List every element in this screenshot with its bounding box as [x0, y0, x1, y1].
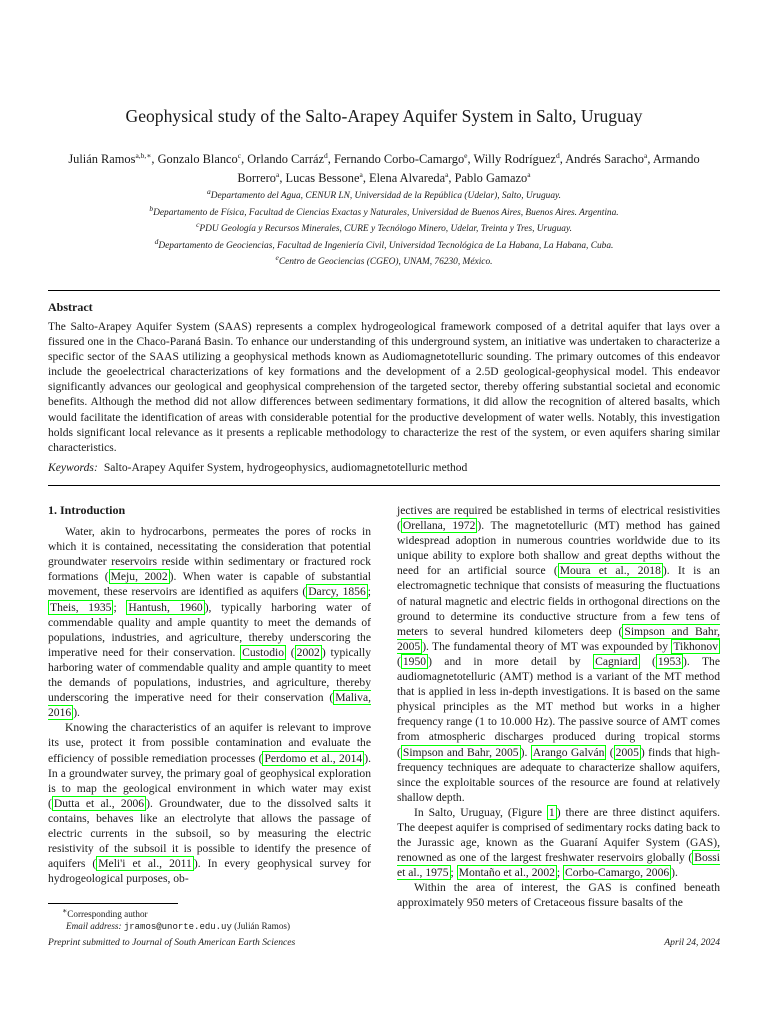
right-column	[397, 503, 720, 911]
citation-link[interactable]: 2005	[615, 745, 639, 759]
citation-link[interactable]: Corbo-Camargo, 2006	[565, 866, 670, 880]
citation-link[interactable]: Hantush, 1960	[128, 600, 203, 614]
affiliations	[48, 186, 720, 269]
citation-link[interactable]: 1	[548, 805, 555, 819]
abstract-text: The Salto-Arapey Aquifer System (SAAS) represents a complex hydrogeological framework composed of a detrital aquifer that lays over a fissured one in the Chaco-Paraná Basin. To enhance our understanding of this underground system, an initiative was undertaken to characterize a specific sector of the SAAS utilizing a geophysical methods known as Audiomagnetotelluric sounding. The primary outcomes of this endeavor include the geoelectrical characterizations of key formations and the development of a 2.5D geological-geophysical model. This endeavor significantly advances our geological and geophysical comprehension of the targeted sector, thereby offering substantial societal and economic benefits. Although the method did not allow differences between sedimentary formations, it did allow the recognition of altered basalts, which would facilitate the identification of areas with considerable potential for the productive development of water wells. Notably, this investigation holds significant local relevance as it presents a replicable methodology to characterize the rest of the system, or even aquifers sharing similar characteristics.	[48, 321, 720, 454]
citation-link[interactable]: Orellana, 1972	[402, 519, 476, 533]
section-heading-introduction: 1. Introduction	[48, 503, 126, 517]
affiliation-text: Departamento del Agua, CENUR LN, Universidad de la República (Udelar), Salto, Uruguay.	[210, 191, 562, 202]
abstract-heading: Abstract	[48, 300, 93, 314]
left-column	[48, 503, 371, 886]
author-affiliation-mark: a	[359, 170, 363, 180]
citation-link[interactable]: Tikhonov	[673, 639, 718, 653]
author-name: Elena Alvareda	[369, 171, 446, 186]
citation-link[interactable]: Theis, 1935	[50, 600, 112, 614]
abstract-top-rule	[48, 290, 720, 291]
author-affiliation-mark: c	[237, 151, 242, 160]
author-affiliation-mark: d	[324, 151, 328, 160]
citation-link[interactable]: 1953	[657, 654, 682, 668]
affiliation-mark: c	[196, 220, 200, 230]
keywords-text: Salto-Arapey Aquifer System, hydrogeophysics, audiomagnetotelluric method	[103, 461, 468, 474]
citation-link[interactable]: Perdomo et al., 2014	[264, 751, 363, 765]
citation-link[interactable]: Moura et al., 2018	[559, 564, 661, 578]
author-affiliation-mark: e	[464, 151, 468, 160]
author-name: Andrés Saracho	[565, 152, 644, 167]
footnote-rule	[48, 903, 178, 904]
paragraph: Knowing the characteristics of an aquifer is relevant to improve its use, protect it from possible contamination and evaluate the efficiency of possible remediation processes ( Perdomo et al., 2014 ). In a groundwater survey, the primary goal of geophysical exploration is to map the geological environment in which water may exist ( Dutta et al., 2006 ). Groundwater, due to the dissolved salts it contains, behaves like an electrolyte that allows the passage of electric currents in the subsoil, so by measuring the electric resistivity of the subsoil it is possible to identify the presence of aquifers ( Meli'i et al., 2011 ). In every geophysical survey for hydrogeological purposes, ob-	[48, 721, 371, 886]
abstract-bottom-rule	[48, 485, 720, 486]
author-name: Orlando Carráz	[247, 152, 325, 167]
keywords-label: Keywords:	[48, 461, 98, 474]
author-affiliation-mark: a	[644, 151, 648, 160]
author-name: Fernando Corbo-Camargo	[333, 152, 465, 167]
paper-title: Geophysical study of the Salto-Arapey Aquifer System in Salto, Uruguay	[125, 106, 643, 126]
citation-link[interactable]: Simpson and Bahr, 2005	[402, 745, 519, 759]
footnote	[48, 905, 290, 933]
paragraph: jectives are required be established in terms of electrical resistivities ( Orellana, 1972 ). The magnetotelluric (MT) method has gained widespread adoption in numerous countries worldwide due to its unique ability to explore both shallow and great depths without the need for an artificial source ( Moura et al., 2018 ). It is an electromagnetic technique that consists of measuring the fluctuations of natural magnetic and electric fields in orthogonal directions on the ground to determine its conductive structure from a few tens of meters to several hundred kilometers deep ( Simpson and Bahr, 2005 ). The fundamental theory of MT was expounded by Tikhonov ( 1950 ) and in more detail by Cagniard ( 1953 ). The audiomagnetotelluric (AMT) method is a variant of the MT method that is applied in less in-depth investigations. It is based on the same physical principles as the MT method but works in a higher frequency range (1 to 10.000 Hz). The passive source of AMT comes from atmospheric discharges produced during tropical storms ( Simpson and Bahr, 2005 ). Arango Galván ( 2005 ) finds that high-frequency techniques are adequate to characterize shallow aquifers, since the exploitable sources of the resource are found at relatively shallow depth.	[397, 504, 720, 804]
footnote-email-label: Email address:	[66, 921, 122, 932]
footnote-mark: ∗	[62, 906, 68, 915]
citation-link[interactable]: 1950	[402, 654, 427, 668]
footer-date: April 24, 2024	[664, 937, 720, 948]
author-affiliation-mark: a	[445, 170, 449, 180]
author-affiliation-mark: d	[555, 151, 560, 160]
author-name: Gonzalo Blanco	[157, 152, 238, 167]
footnote-corresponding: Corresponding author	[67, 909, 148, 920]
citation-link[interactable]: Dutta et al., 2006	[53, 796, 145, 810]
affiliation-line	[48, 186, 720, 203]
citation-link[interactable]: Custodio	[242, 645, 285, 659]
affiliation-line	[48, 203, 720, 220]
affiliation-text: Centro de Geociencias (CGEO), UNAM, 76230, México.	[278, 257, 493, 268]
affiliation-mark: b	[149, 203, 154, 213]
author-affiliation-mark: a,b,∗	[135, 151, 152, 160]
right-column-text	[397, 503, 720, 911]
citation-link[interactable]: Maliva, 2016	[48, 691, 371, 720]
affiliation-line	[48, 236, 720, 253]
author-name: Armando Borrero	[237, 152, 700, 186]
affiliation-text: Departamento de Física, Facultad de Ciencias Exactas y Naturales, Universidad de Buenos Aires, Buenos Aires. Argentina.	[153, 207, 619, 218]
author-affiliation-mark: a	[527, 170, 531, 180]
citation-link[interactable]: Arango Galván	[532, 745, 605, 759]
affiliation-line	[48, 219, 720, 236]
keywords	[48, 461, 467, 474]
left-column-text	[48, 524, 371, 886]
citation-link[interactable]: Montaño et al., 2002	[458, 866, 555, 880]
footer-journal: Preprint submitted to Journal of South American Earth Sciences	[48, 937, 296, 948]
citation-link[interactable]: Meju, 2002	[110, 570, 168, 584]
affiliation-mark: a	[206, 187, 211, 196]
author-name: Pablo Gamazo	[454, 171, 528, 186]
paragraph: Within the area of interest, the GAS is confined beneath approximately 950 meters of Cretaceous fissure basalts of the	[397, 881, 720, 910]
author-name: Willy Rodríguez	[473, 152, 556, 167]
footnote-email-link[interactable]: jramos@unorte.edu.uy	[123, 922, 232, 933]
author-name: Julián Ramos	[68, 152, 136, 167]
author-name: Lucas Bessone	[285, 171, 360, 186]
affiliation-mark: e	[275, 253, 279, 263]
citation-link[interactable]: Bossi et al., 1975	[397, 851, 720, 880]
author-affiliation-mark: a	[275, 170, 280, 180]
footnote-email-name: (Julián Ramos)	[234, 921, 291, 932]
affiliation-text: PDU Geología y Recursos Minerales, CURE y Tecnólogo Minero, Udelar, Treinta y Tres, Uruguay.	[199, 224, 572, 235]
affiliation-text: Departamento de Geociencias, Facultad de Ingeniería Civil, Universidad Tecnológica de La Habana, La Habana, Cuba.	[158, 240, 614, 251]
citation-link[interactable]: Meli'i et al., 2011	[98, 857, 192, 871]
paragraph: Water, akin to hydrocarbons, permeates the pores of rocks in which it is contained, necessitating the consideration that potential groundwater reservoirs reside within sedimentary or fractured rock formations ( Meju, 2002 ). When water is capable of substantial movement, these reservoirs are identified as aquifers ( Darcy, 1856 ; Theis, 1935 ; Hantush, 1960 ), typically harboring water of commendable quality and ample quantity to meet the demands of populations, industries, and agriculture, thereby underscoring the imperative need for their conservation. Custodio ( 2002 ) typically harboring water of commendable quality and ample quantity to meet the demands of populations, industries, and agriculture, thereby underscoring the imperative need for their conservation ( Maliva, 2016 ).	[48, 525, 372, 720]
paragraph: In Salto, Uruguay, (Figure 1 ) there are three distinct aquifers. The deepest aquifer is comprised of sedimentary rocks dating back to the Jurassic age, known as the Guaraní Aquifer System (GAS), renowned as one of the largest freshwater reservoirs globally ( Bossi et al., 1975 ; Montaño et al., 2002 ; Corbo-Camargo, 2006 ).	[397, 805, 720, 880]
affiliation-mark: d	[154, 236, 159, 246]
citation-link[interactable]: Cagniard	[595, 654, 638, 668]
author-list: Julián Ramos$^{a,b,∗}$, Gonzalo Blanco$^c$, Orlando Carráz$^d$, Fernando Corbo-Camargo$^e$, Willy Rodríguez$^d$, Andrés Saracho$^a$, Armando Borrero$^a$, Lucas Bessone$^a$, Elena Alvareda$^a$, Pablo Gamazo$^a$	[68, 151, 700, 186]
citation-link[interactable]: Simpson and Bahr, 2005	[397, 624, 720, 653]
affiliation-line	[48, 252, 720, 269]
citation-link[interactable]: Darcy, 1856	[308, 585, 366, 599]
citation-link[interactable]: 2002	[296, 645, 320, 659]
